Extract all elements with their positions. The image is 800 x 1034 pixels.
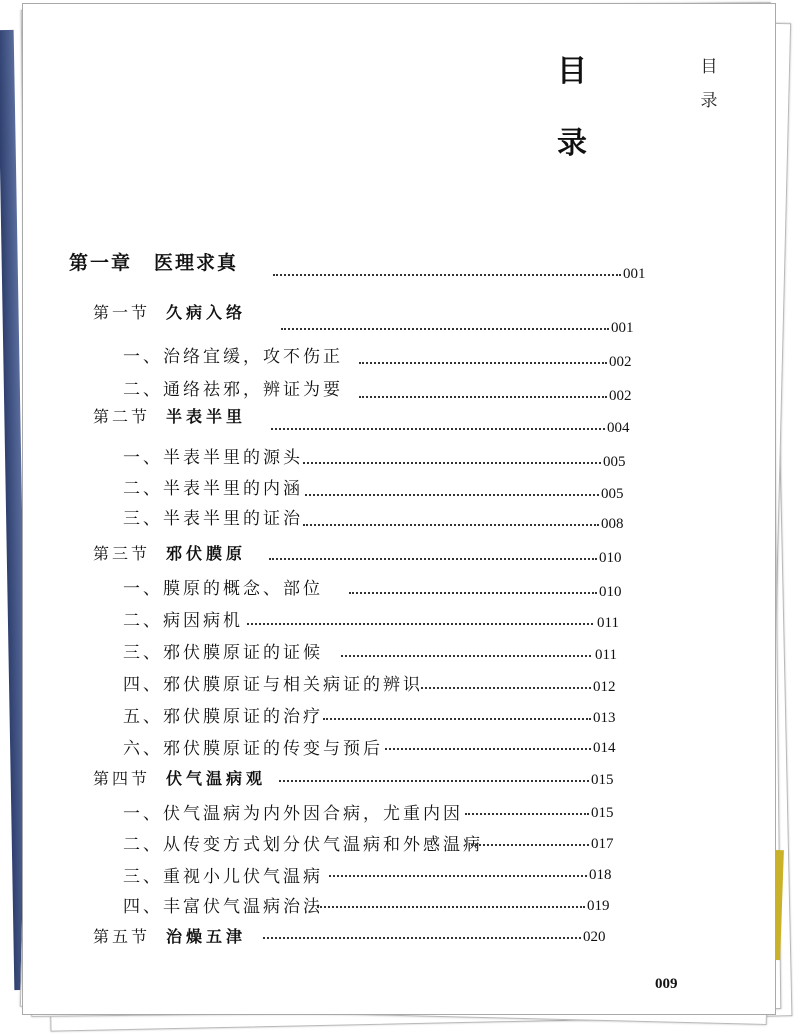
- dot-leader: [269, 558, 597, 560]
- dot-leader: [273, 274, 621, 276]
- toc-entry-title: [93, 541, 246, 564]
- toc-entry-title: 二、从传变方式划分伏气温病和外感温病: [123, 835, 483, 855]
- toc-page-number: 015: [591, 805, 614, 821]
- toc-page-number: 002: [609, 388, 632, 404]
- dot-leader: [323, 718, 591, 720]
- dot-leader: [341, 655, 591, 657]
- toc-page-number: 005: [603, 454, 626, 470]
- chapter-name: 医理求真: [154, 252, 239, 274]
- section-name: 半表半里: [166, 407, 247, 426]
- dot-leader: [329, 875, 587, 877]
- page-title-char: 录: [557, 126, 587, 161]
- toc-entry-title: [93, 404, 246, 427]
- dot-leader: [271, 428, 605, 430]
- section-label: 第一节: [93, 303, 151, 322]
- dot-leader: [465, 813, 589, 815]
- toc-page-number: 017: [591, 836, 614, 852]
- dot-leader: [279, 780, 589, 782]
- dot-leader: [305, 494, 599, 496]
- toc-entry-title: 五、邪伏膜原证的治疗: [123, 707, 323, 727]
- toc-entry-title: [69, 248, 238, 275]
- toc-entry-title: 三、重视小儿伏气温病: [123, 867, 323, 887]
- dot-leader: [303, 524, 599, 526]
- toc-page-number: 005: [601, 486, 624, 502]
- toc-entry-title: 一、治络宜缓，攻不伤正: [123, 347, 343, 367]
- toc-entry-title: 六、邪伏膜原证的传变与预后: [123, 739, 383, 759]
- section-label: 第三节: [93, 544, 151, 563]
- running-head: [699, 50, 719, 118]
- page-title-char: 目: [557, 54, 587, 89]
- toc-page-number: 020: [583, 929, 606, 945]
- toc-page-number: 010: [599, 550, 622, 566]
- toc-page-number: 018: [589, 867, 612, 883]
- section-label: 第二节: [93, 407, 151, 426]
- toc-page-number: 013: [593, 710, 616, 726]
- toc-entry-title: 二、半表半里的内涵: [123, 479, 303, 499]
- section-name: 伏气温病观: [166, 769, 267, 788]
- page-number: 009: [655, 976, 678, 992]
- toc-page-number: 011: [595, 647, 617, 663]
- dot-leader: [281, 328, 609, 330]
- toc-entry-title: 三、半表半里的证治: [123, 509, 303, 529]
- toc-entry-title: 一、膜原的概念、部位: [123, 579, 323, 599]
- toc-page-number: 010: [599, 584, 622, 600]
- toc-entry-title: 四、丰富伏气温病治法: [123, 897, 323, 917]
- toc-page-number: 001: [611, 320, 634, 336]
- running-head-char: 目: [700, 57, 718, 77]
- section-name: 久病入络: [166, 303, 247, 322]
- dot-leader: [303, 462, 601, 464]
- toc-page-number: 004: [607, 420, 630, 436]
- toc-page-number: 019: [587, 898, 610, 914]
- toc-page-number: 001: [623, 266, 646, 282]
- toc-page: [22, 3, 776, 1015]
- running-head-char: 录: [700, 91, 718, 111]
- toc-entry-title: 一、伏气温病为内外因合病，尤重内因: [123, 804, 463, 824]
- toc-entry-title: 二、通络祛邪，辨证为要: [123, 380, 343, 400]
- dot-leader: [247, 623, 593, 625]
- dot-leader: [359, 396, 607, 398]
- dot-leader: [421, 687, 591, 689]
- chapter-label: 第一章: [69, 252, 133, 274]
- dot-leader: [359, 362, 607, 364]
- dot-leader: [471, 844, 589, 846]
- section-name: 邪伏膜原: [166, 544, 247, 563]
- toc-entry-title: 二、病因病机: [123, 611, 243, 631]
- toc-entry-title: 四、邪伏膜原证与相关病证的辨识: [123, 675, 423, 695]
- toc-page-number: 008: [601, 516, 624, 532]
- section-label: 第五节: [93, 927, 151, 946]
- toc-entry-title: [93, 300, 246, 323]
- dot-leader: [385, 748, 591, 750]
- toc-page-number: 012: [593, 679, 616, 695]
- dot-leader: [317, 906, 585, 908]
- dot-leader: [349, 592, 597, 594]
- toc-page-number: 002: [609, 354, 632, 370]
- toc-entry-title: [93, 924, 246, 947]
- toc-page-number: 015: [591, 772, 614, 788]
- toc-entry-title: 一、半表半里的源头: [123, 448, 303, 468]
- section-name: 治燥五津: [166, 927, 247, 946]
- toc-entry-title: 三、邪伏膜原证的证候: [123, 643, 323, 663]
- toc-entry-title: [93, 766, 266, 789]
- toc-page-number: 011: [597, 615, 619, 631]
- toc-page-number: 014: [593, 740, 616, 756]
- dot-leader: [263, 937, 581, 939]
- section-label: 第四节: [93, 769, 151, 788]
